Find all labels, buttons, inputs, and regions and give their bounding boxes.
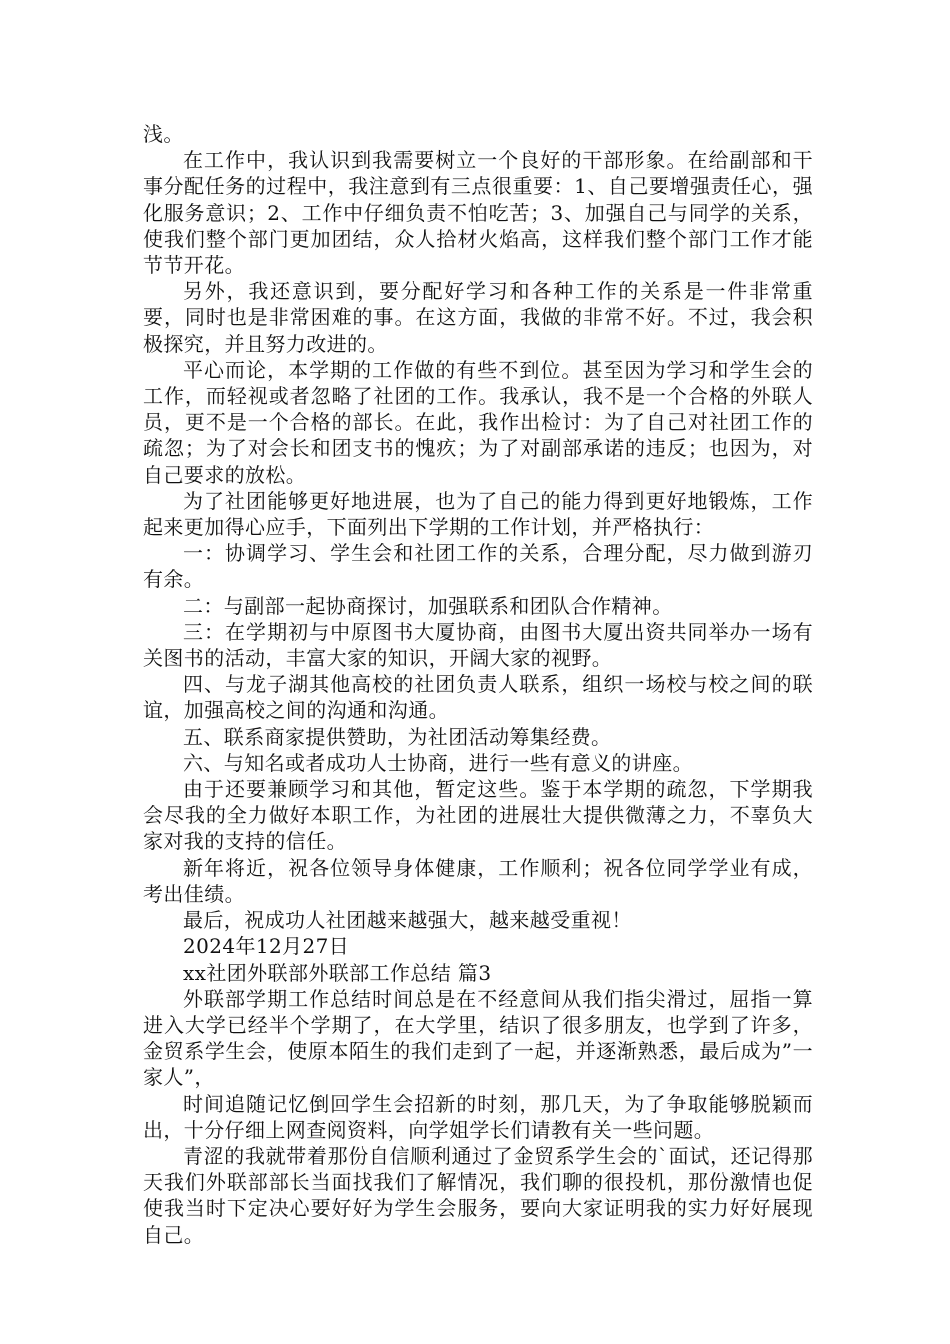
paragraph-semester-intro: 外联部学期工作总结时间总是在不经意间从我们指尖滑过，屈指一算进入大学已经半个学期了，在大学里，结识了很多朋友，也学到了许多，金贸系学生会，使原本陌生的我们走到了一起，并逐渐熟悉，最后成为”一家人”， xyxy=(143,986,813,1090)
plan-item-3: 三：在学期初与中原图书大厦协商，由图书大厦出资共同举办一场有关图书的活动，丰富大家的知识，开阔大家的视野。 xyxy=(143,619,813,671)
document-date: 2024年12月27日 xyxy=(183,934,350,959)
document-body xyxy=(143,121,813,1248)
paragraph-new-year-wishes: 新年将近，祝各位领导身体健康，工作顺利；祝各位同学学业有成，考出佳绩。 xyxy=(143,855,813,906)
paragraph-interview: 青涩的我就带着那份自信顺利通过了金贸系学生会的`面试，还记得那天我们外联部部长当面找我们了解情况，我们聊的很投机，那份激情也促使我当时下定决心要好好为学生会服务，要向大家证明我的实力好好展现自己。 xyxy=(143,1143,813,1247)
plan-item-1: 一：协调学习、学生会和社团工作的关系，合理分配，尽力做到游刃有余。 xyxy=(143,541,813,592)
plan-item-4: 四、与龙子湖其他高校的社团负责人联系，组织一场校与校之间的联谊，加强高校之间的沟通和沟通。 xyxy=(143,672,813,723)
paragraph-final-wish: 最后，祝成功人社团越来越强大，越来越受重视！ xyxy=(183,908,632,933)
paragraph-continuation: 浅。 xyxy=(143,122,184,146)
paragraph-recruitment-memory: 时间追随记忆倒回学生会招新的时刻，那几天，为了争取能够脱颖而出，十分仔细上网查阅资料，向学姐学长们请教有关一些问题。 xyxy=(143,1091,813,1142)
section-heading: xx社团外联部外联部工作总结 篇3 xyxy=(183,960,492,985)
plan-item-2: 二：与副部一起协商探讨，加强联系和团队合作精神。 xyxy=(183,593,673,618)
paragraph-study-work-balance: 另外，我还意识到，要分配好学习和各种工作的关系是一件非常重要，同时也是非常困难的事。在这方面，我做的非常不好。不过，我会积极探究，并且努力改进的。 xyxy=(143,279,813,356)
paragraph-self-review: 平心而论，本学期的工作做的有些不到位。甚至因为学习和学生会的工作，而轻视或者忽略了社团的工作。我承认，我不是一个合格的外联人员，更不是一个合格的部长。在此，我作出检讨：为了自己对社团工作的疏忽；为了对会长和团支书的愧疚；为了对副部承诺的违反；也因为，对自己要求的放松。 xyxy=(143,357,813,487)
plan-item-5: 五、联系商家提供赞助，为社团活动筹集经费。 xyxy=(183,724,612,749)
paragraph-closing-plan: 由于还要兼顾学习和其他，暂定这些。鉴于本学期的疏忽，下学期我会尽我的全力做好本职工作，为社团的进展壮大提供微薄之力，不辜负大家对我的支持的信任。 xyxy=(143,777,813,854)
paragraph-plan-intro: 为了社团能够更好地进展，也为了自己的能力得到更好地锻炼，工作起来更加得心应手，下面列出下学期的工作计划，并严格执行： xyxy=(143,488,813,540)
paragraph-cadre-image: 在工作中，我认识到我需要树立一个良好的干部形象。在给副部和干事分配任务的过程中，我注意到有三点很重要：1、自己要增强责任心，强化服务意识；2、工作中仔细负责不怕吃苦；3、加强自己与同学的关系，使我们整个部门更加团结，众人拾材火焰高，这样我们整个部门工作才能节节开花。 xyxy=(143,148,813,278)
plan-item-6: 六、与知名或者成功人士协商，进行一些有意义的讲座。 xyxy=(183,750,693,775)
